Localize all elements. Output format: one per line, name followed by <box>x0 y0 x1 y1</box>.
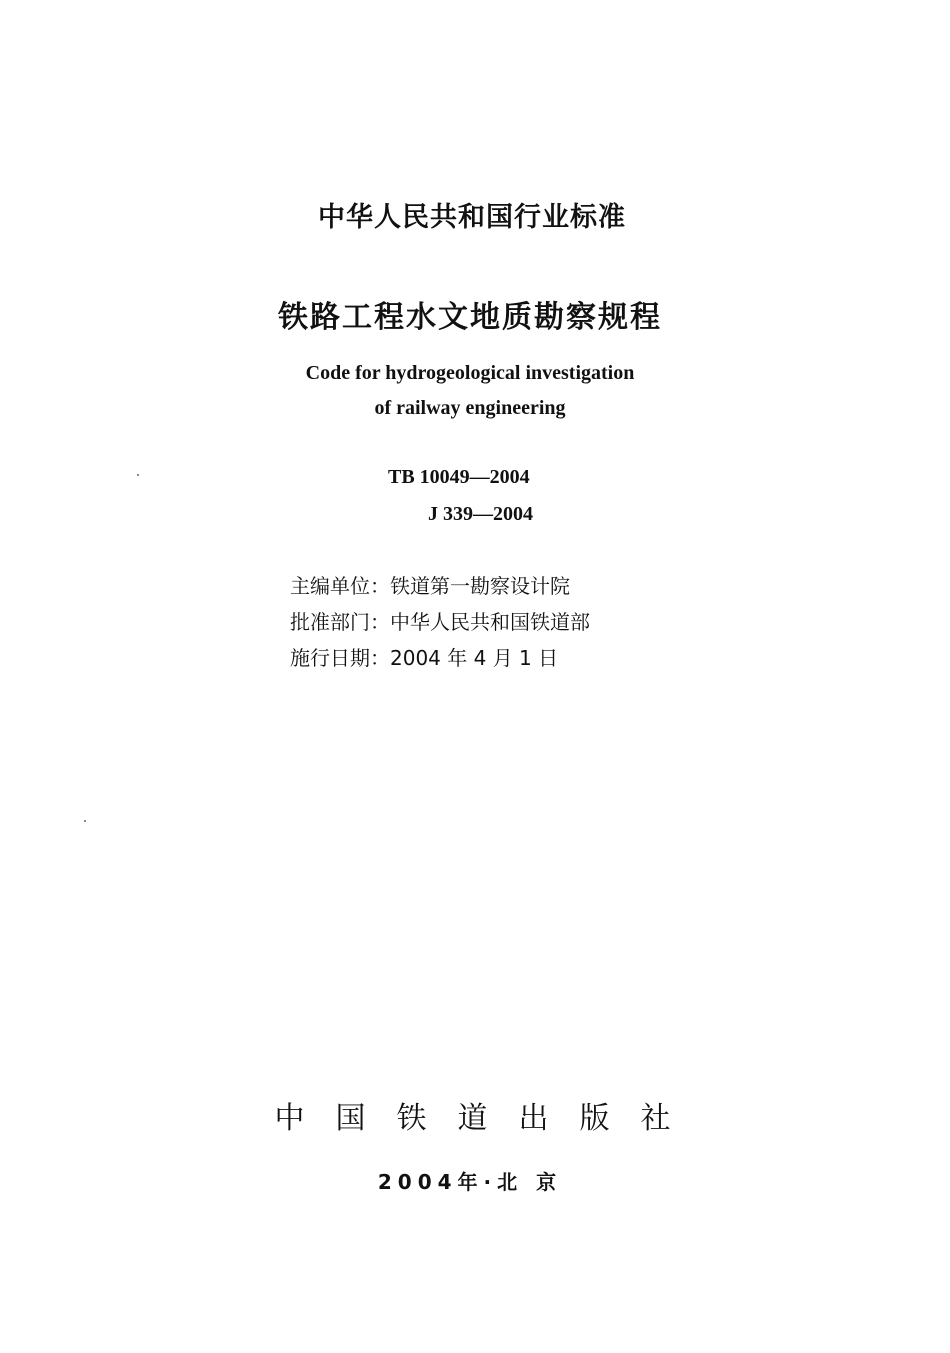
standard-code-tb: TB 10049—2004 <box>388 466 530 488</box>
series-title: 中华人民共和国行业标准 <box>318 202 626 233</box>
effective-date: 施行日期：2004 年 4 月 1 日 <box>290 646 559 670</box>
scan-speck <box>84 820 86 822</box>
document-title-en-line-2: of railway engineering <box>374 397 566 419</box>
document-title-zh: 铁路工程水文地质勘察规程 <box>278 300 662 335</box>
approval-department: 批准部门：中华人民共和国铁道部 <box>290 610 590 634</box>
publication-year-place: 2004年·北 京 <box>377 1170 563 1194</box>
document-title-en-line-1: Code for hydrogeological investigation <box>305 362 635 384</box>
chief-editor-unit: 主编单位：铁道第一勘察设计院 <box>290 574 570 598</box>
publisher-name: 中国铁道出版社 <box>274 1101 702 1136</box>
standard-code-j: J 339—2004 <box>428 503 533 525</box>
scan-speck <box>137 474 139 476</box>
